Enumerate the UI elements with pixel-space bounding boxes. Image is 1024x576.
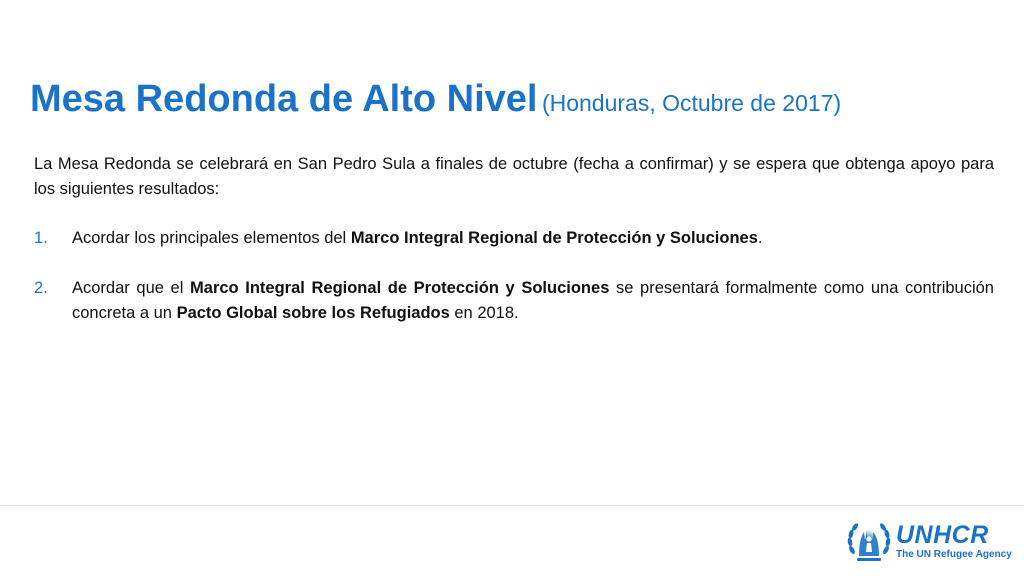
list-text: Acordar que el (72, 279, 191, 297)
list-text: se presentará formalmente como una contribución concreta a un (72, 279, 994, 322)
list-text: en 2018. (449, 304, 519, 322)
slide-title (30, 78, 990, 121)
unhcr-logo (846, 516, 1012, 566)
list-bold-text: Marco Integral Regional de Protección y Soluciones (350, 229, 758, 247)
unhcr-emblem-icon (846, 518, 892, 564)
list-number: 2. (34, 279, 48, 297)
list-item (34, 276, 994, 326)
logo-text (896, 520, 1012, 560)
list-bold-text: Pacto Global sobre los Refugiados (176, 304, 450, 322)
logo-wordmark: UNHCR (896, 520, 989, 549)
list-bold-text: Marco Integral Regional de Protección y Soluciones (190, 279, 610, 297)
intro-paragraph: La Mesa Redonda se celebrará en San Pedro Sula a finales de octubre (fecha a confirmar) y se espera que obtenga apoyo para los siguientes resultados: (34, 155, 994, 198)
list-text: Acordar los principales elementos del (72, 229, 351, 247)
list-text: . (757, 229, 763, 247)
list-number: 1. (34, 229, 48, 247)
list-item (34, 226, 994, 251)
slide-body (34, 152, 994, 351)
logo-tagline: The UN Refugee Agency (896, 548, 1012, 560)
title-subtitle: (Honduras, Octubre de 2017) (541, 90, 842, 116)
title-main: Mesa Redonda de Alto Nivel (30, 78, 538, 120)
footer-divider (0, 505, 1024, 506)
